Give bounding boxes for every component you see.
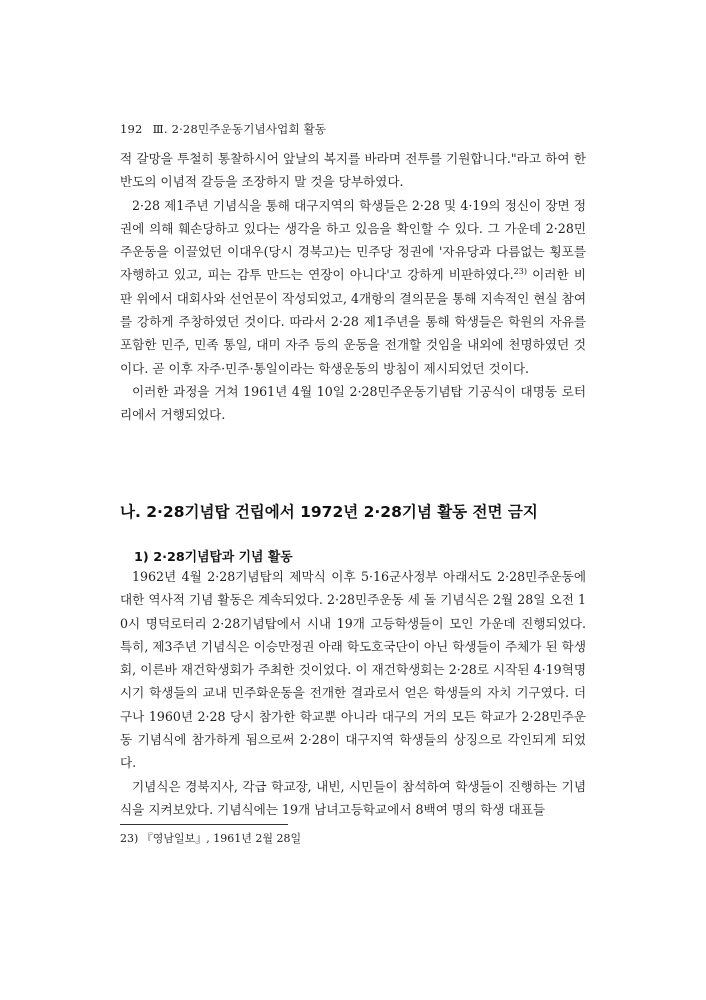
section-heading: 나. 2·28기념탑 건립에서 1972년 2·28기념 활동 전면 금지	[120, 503, 538, 521]
paragraph: 이러한 과정을 거쳐 1961년 4월 10일 2·28민주운동기념탑 기공식이 대명동 로터리에서 거행되었다.	[120, 383, 586, 423]
footnote: 23) 『영남일보』, 1961년 2월 28일	[120, 832, 302, 845]
page-number: 192	[120, 122, 143, 136]
paragraph: 1962년 4월 2·28기념탑의 제막식 이후 5·16군사정부 아래서도 2·28민주운동에 대한 역사적 기념 활동은 계속되었다. 2·28민주운동 세 돌 기념식은 2월 28일 오전 10시 명덕로터리 2·28기념탑에서 시내 19개 고등학생들이 모인 가운데 진행되었다. 특히, 제3주년 기념식은 이승만정권 아래 학도호국단이 아닌 학생들이 주체가 된 학생회, 이른바 재건학생회가 주최한 것이었다. 이 재건학생회는 2·28로 시작된 4·19혁명 시기 학생들의 교내 민주화운동을 전개한 결과로서 얻은 학생들의 자치 기구였다. 더구나 1960년 2·28 당시 참가한 학교뿐 아니라 대구의 거의 모든 학교가 2·28민주운동 기념식에 참가하게 됨으로써 2·28이 대구지역 학생들의 상징으로 각인되게 되었다.	[120, 569, 586, 771]
paragraph: 적 갈망을 투철히 통찰하시어 앞날의 복지를 바라며 전투를 기원합니다."라고 하여 한반도의 이념적 갈등을 조장하지 말 것을 당부하였다.	[120, 151, 586, 190]
paragraph-text: 2·28 제1주년 기념식을 통해 대구지역의 학생들은 2·28 및 4·19의 정신이 장면 정권에 의해 훼손당하고 있다는 생각을 하고 있음을 확인할 수 있다. 그 가운데 2·28민주운동을 이끌었던 이대우(당시 경북고)는 민주당 정권에 '자유당과 다름없는 횡포를 자행하고 있고, 피는 감투 만드는 연장이 아니다'고 강하게 비판하였다.	[120, 197, 586, 283]
footnote-divider	[120, 824, 288, 825]
body-text-bottom	[120, 565, 586, 821]
chapter-title: Ⅲ. 2·28민주운동기념사업회 활동	[152, 122, 327, 136]
footnote-ref: 23)	[513, 267, 527, 277]
sub-heading: 1) 2·28기념탑과 기념 활동	[134, 550, 293, 565]
paragraph	[120, 194, 586, 380]
paragraph-text: 이러한 비판 위에서 대회사와 선언문이 작성되었고, 4개항의 결의문을 통해 지속적인 현실 참여를 강하게 주창하였던 것이다. 따라서 2·28 제1주년을 통해 학생들은 학원의 자유를 포함한 민주, 민족 통일, 대미 자주 등의 운동을 전개할 것임을 내외에 천명하였던 것이다. 곧 이후 자주·민주·통일이라는 학생운동의 방침이 제시되었던 것이다.	[120, 267, 586, 376]
body-text-top	[120, 147, 586, 427]
paragraph: 기념식은 경북지사, 각급 학교장, 내빈, 시민들이 참석하여 학생들이 진행하는 기념식을 지켜보았다. 기념식에는 19개 남녀고등학교에서 8백여 명의 학생 대표들	[120, 778, 586, 817]
running-head	[120, 121, 326, 137]
